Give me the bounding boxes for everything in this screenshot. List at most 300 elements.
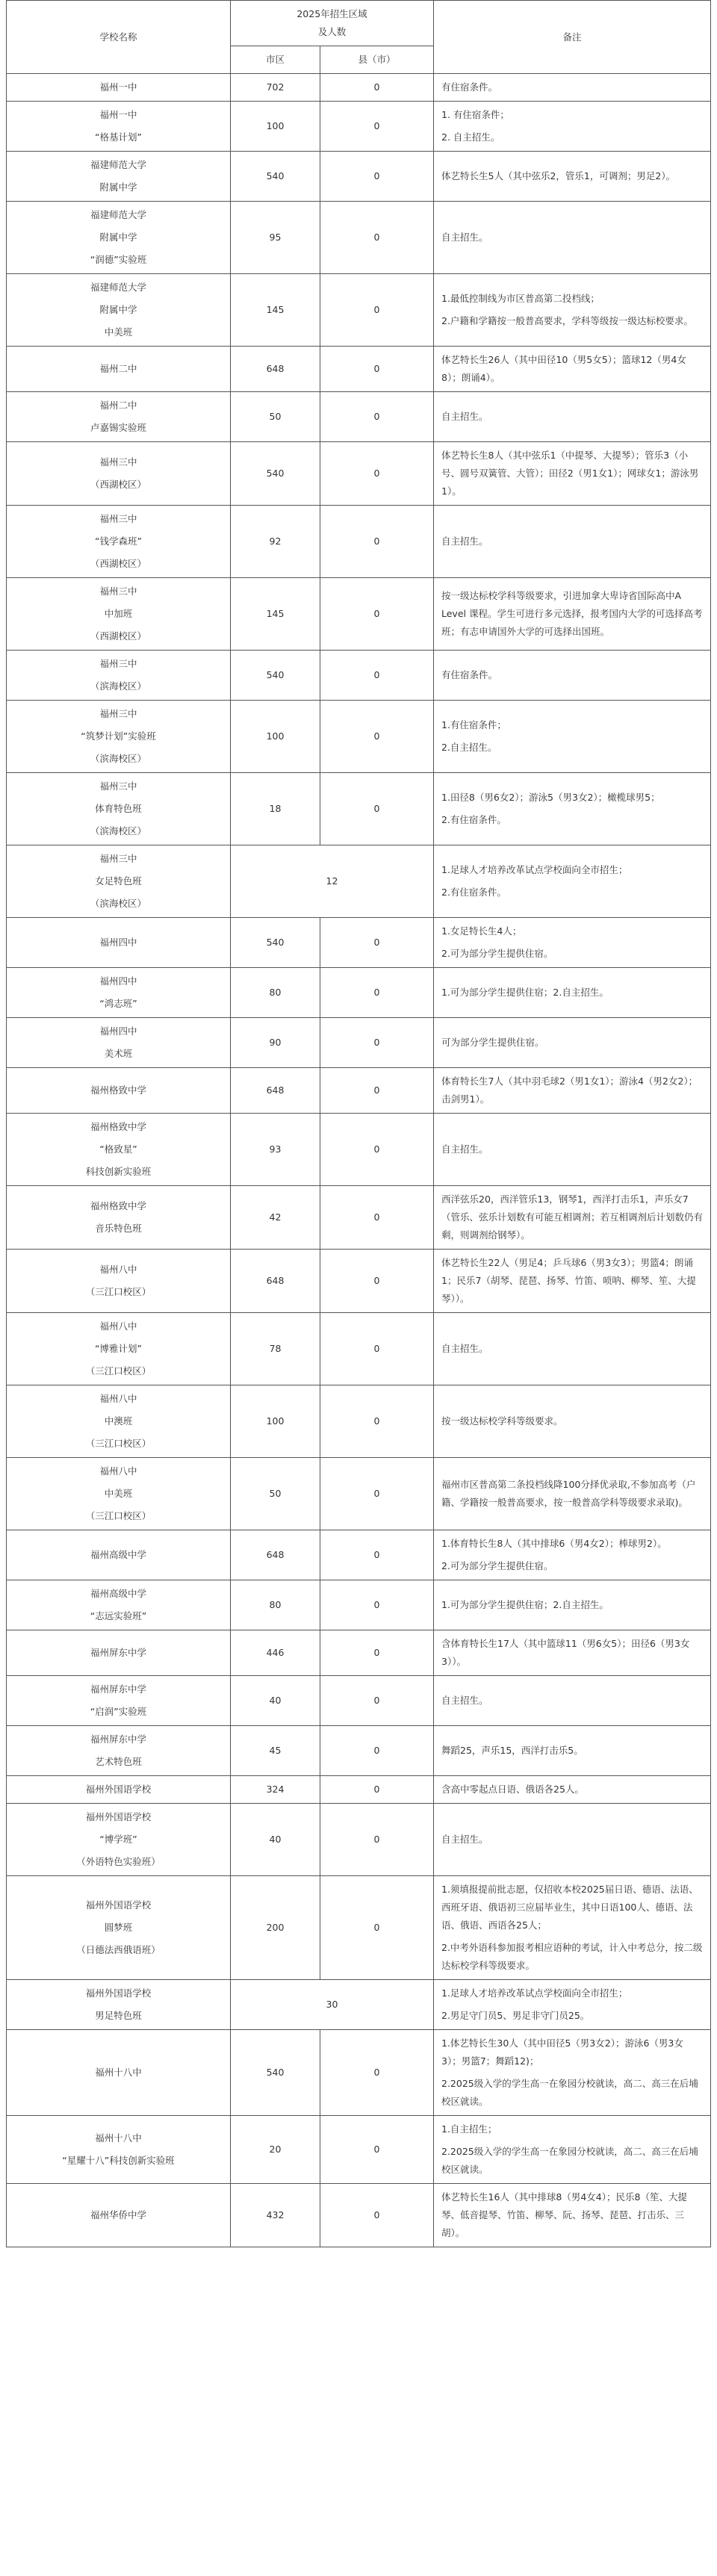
remark-text: 有住宿条件。 bbox=[441, 669, 498, 680]
city-quota-cell: 78 bbox=[231, 1313, 320, 1385]
remark-cell bbox=[434, 274, 711, 347]
city-quota-cell: 200 bbox=[231, 1876, 320, 1980]
school-name-line: 美术班 bbox=[104, 1048, 133, 1059]
school-name-line: （西湖校区） bbox=[90, 479, 146, 490]
school-name-line: “博雅计划” bbox=[95, 1343, 142, 1354]
remark-text: 1.有住宿条件； bbox=[441, 719, 506, 730]
school-name-line: 福州外国语学校 bbox=[85, 1784, 152, 1795]
school-name-line: 福州高级中学 bbox=[90, 1549, 146, 1560]
school-name-line: （西湖校区） bbox=[90, 630, 146, 642]
school-name-line: 福州华侨中学 bbox=[90, 2209, 146, 2220]
school-name-cell bbox=[7, 1313, 231, 1385]
city-quota-cell: 648 bbox=[231, 1068, 320, 1114]
school-name-cell bbox=[7, 701, 231, 773]
table-row bbox=[7, 1630, 711, 1676]
school-name-line: 福州格致中学 bbox=[90, 1121, 146, 1132]
city-quota-cell: 80 bbox=[231, 968, 320, 1018]
remark-text: 体艺特长生8人（其中弦乐1（中提琴、大提琴）；管乐3（小号、圆号双簧管、大管）；田径2（男1女1）；网球女1；游泳男1）。 bbox=[441, 450, 699, 497]
remark-text: 2.自主招生。 bbox=[441, 742, 497, 753]
school-name-line: 福州外国语学校 bbox=[85, 1987, 152, 1999]
school-name-line: “鸿志班” bbox=[99, 998, 137, 1009]
county-quota-cell: 0 bbox=[320, 918, 434, 968]
school-name-line: 福建师范大学 bbox=[90, 282, 146, 293]
table-row bbox=[7, 1676, 711, 1726]
remark-cell bbox=[434, 968, 711, 1018]
city-quota-cell: 100 bbox=[231, 701, 320, 773]
school-name-line: （滨海校区） bbox=[90, 898, 146, 909]
county-quota-cell: 0 bbox=[320, 442, 434, 506]
remark-text: 2.2025级入学的学生高一在象园分校就读，高二、高三在后埔校区就读。 bbox=[441, 2146, 698, 2175]
merged-quota-cell: 12 bbox=[231, 845, 434, 918]
remark-text: 2.有住宿条件。 bbox=[441, 814, 506, 825]
remark-text: 1.自主招生； bbox=[441, 2123, 497, 2135]
remark-cell bbox=[434, 1530, 711, 1580]
school-name-line: 福建师范大学 bbox=[90, 159, 146, 170]
school-name-line: 中美班 bbox=[104, 1488, 133, 1499]
school-name-line: 福州三中 bbox=[99, 513, 137, 524]
remark-cell bbox=[434, 578, 711, 651]
school-name-line: 福州三中 bbox=[99, 853, 137, 864]
county-quota-cell: 0 bbox=[320, 1313, 434, 1385]
remark-text: 体艺特长生5人（其中弦乐2，管乐1，可调剂；男足2）。 bbox=[441, 170, 676, 181]
school-name-line: 福州三中 bbox=[99, 780, 137, 792]
remark-text: 有住宿条件。 bbox=[441, 81, 498, 93]
table-row bbox=[7, 773, 711, 845]
city-quota-cell: 42 bbox=[231, 1186, 320, 1250]
table-row bbox=[7, 918, 711, 968]
remark-cell bbox=[434, 74, 711, 102]
school-name-line: 福州一中 bbox=[99, 81, 137, 93]
school-name-line: 福州四中 bbox=[99, 937, 137, 948]
school-name-cell bbox=[7, 506, 231, 578]
header-remark: 备注 bbox=[434, 1, 711, 74]
table-row bbox=[7, 1804, 711, 1876]
school-name-line: 福州八中 bbox=[99, 1465, 137, 1477]
county-quota-cell: 0 bbox=[320, 1630, 434, 1676]
school-name-line: 圆梦班 bbox=[104, 1922, 133, 1933]
school-name-line: “格致星” bbox=[99, 1143, 137, 1155]
city-quota-cell: 648 bbox=[231, 1530, 320, 1580]
school-name-cell bbox=[7, 1676, 231, 1726]
city-quota-cell: 540 bbox=[231, 2030, 320, 2116]
county-quota-cell: 0 bbox=[320, 651, 434, 701]
city-quota-cell: 100 bbox=[231, 1385, 320, 1458]
school-name-cell bbox=[7, 2116, 231, 2184]
school-name-line: （三江口校区） bbox=[85, 1438, 152, 1449]
remark-cell bbox=[434, 1385, 711, 1458]
school-name-line: （日德法西俄语班） bbox=[76, 1944, 161, 1955]
table-row bbox=[7, 2030, 711, 2116]
city-quota-cell: 145 bbox=[231, 274, 320, 347]
table-body bbox=[7, 74, 711, 2247]
remark-text: 1.女足特长生4人； bbox=[441, 925, 522, 937]
school-name-cell bbox=[7, 1980, 231, 2030]
city-quota-cell: 93 bbox=[231, 1114, 320, 1186]
county-quota-cell: 0 bbox=[320, 347, 434, 392]
school-name-line: 附属中学 bbox=[99, 181, 137, 193]
school-name-line: 福州二中 bbox=[99, 363, 137, 374]
city-quota-cell: 90 bbox=[231, 1018, 320, 1068]
county-quota-cell: 0 bbox=[320, 1530, 434, 1580]
table-row bbox=[7, 74, 711, 102]
school-name-line: 福州外国语学校 bbox=[85, 1899, 152, 1911]
school-name-cell bbox=[7, 1385, 231, 1458]
county-quota-cell: 0 bbox=[320, 102, 434, 152]
school-name-line: 福州屏东中学 bbox=[90, 1683, 146, 1695]
remark-cell bbox=[434, 1018, 711, 1068]
remark-cell bbox=[434, 1630, 711, 1676]
table-row bbox=[7, 2184, 711, 2247]
table-row bbox=[7, 347, 711, 392]
remark-cell bbox=[434, 701, 711, 773]
school-name-cell bbox=[7, 1068, 231, 1114]
school-name-line: 中美班 bbox=[104, 326, 133, 338]
county-quota-cell: 0 bbox=[320, 1250, 434, 1313]
county-quota-cell: 0 bbox=[320, 1804, 434, 1876]
table-header bbox=[7, 1, 711, 74]
remark-cell bbox=[434, 202, 711, 274]
remark-text: 自主招生。 bbox=[441, 1695, 488, 1706]
remark-cell bbox=[434, 102, 711, 152]
table-row bbox=[7, 968, 711, 1018]
remark-cell bbox=[434, 392, 711, 442]
table-row bbox=[7, 1458, 711, 1530]
city-quota-cell: 50 bbox=[231, 392, 320, 442]
remark-text: 西洋弦乐20，西洋管乐13，钢琴1，西洋打击乐1，声乐女7（管乐、弦乐计划数有可能互相调剂；若互相调剂后计划数仍有剩，则调剂给钢琴）。 bbox=[441, 1194, 704, 1241]
city-quota-cell: 324 bbox=[231, 1776, 320, 1804]
remark-text: 自主招生。 bbox=[441, 536, 488, 547]
school-name-cell bbox=[7, 651, 231, 701]
remark-text: 1.体艺特长生30人（其中田径5（男3女2）；游泳6（男3女3）；男篮7；舞蹈12)； bbox=[441, 2037, 683, 2067]
remark-text: 按一级达标校学科等级要求。 bbox=[441, 1415, 563, 1427]
county-quota-cell: 0 bbox=[320, 1186, 434, 1250]
county-quota-cell: 0 bbox=[320, 1726, 434, 1776]
table-row bbox=[7, 1250, 711, 1313]
header-row bbox=[7, 1, 711, 46]
remark-cell bbox=[434, 1804, 711, 1876]
school-name-line: 福州十八中 bbox=[95, 2132, 142, 2144]
merged-quota-cell: 30 bbox=[231, 1980, 434, 2030]
school-name-line: 福建师范大学 bbox=[90, 209, 146, 220]
school-name-cell bbox=[7, 1776, 231, 1804]
remark-text: 2.可为部分学生提供住宿。 bbox=[441, 948, 553, 959]
remark-cell bbox=[434, 1876, 711, 1980]
county-quota-cell: 0 bbox=[320, 2116, 434, 2184]
school-name-cell bbox=[7, 1114, 231, 1186]
table-row bbox=[7, 274, 711, 347]
header-city: 市区 bbox=[231, 46, 320, 74]
school-name-line: （三江口校区） bbox=[85, 1286, 152, 1297]
table-row bbox=[7, 651, 711, 701]
remark-text: 自主招生。 bbox=[441, 232, 488, 243]
county-quota-cell: 0 bbox=[320, 701, 434, 773]
city-quota-cell: 50 bbox=[231, 1458, 320, 1530]
county-quota-cell: 0 bbox=[320, 2030, 434, 2116]
school-name-line: 中澳班 bbox=[104, 1415, 133, 1427]
remark-cell bbox=[434, 1580, 711, 1630]
school-name-line: （三江口校区） bbox=[85, 1365, 152, 1377]
city-quota-cell: 648 bbox=[231, 347, 320, 392]
school-name-cell bbox=[7, 74, 231, 102]
school-name-cell bbox=[7, 347, 231, 392]
city-quota-cell: 18 bbox=[231, 773, 320, 845]
remark-text: 自主招生。 bbox=[441, 1834, 488, 1845]
remark-cell bbox=[434, 152, 711, 202]
school-name-line: 福州四中 bbox=[99, 1025, 137, 1037]
school-name-cell bbox=[7, 1876, 231, 1980]
table-row bbox=[7, 1530, 711, 1580]
school-name-line: 福州屏东中学 bbox=[90, 1734, 146, 1745]
table-row bbox=[7, 506, 711, 578]
remark-cell bbox=[434, 442, 711, 506]
school-name-line: （西湖校区） bbox=[90, 558, 146, 569]
school-name-cell bbox=[7, 578, 231, 651]
city-quota-cell: 40 bbox=[231, 1804, 320, 1876]
school-name-cell bbox=[7, 1580, 231, 1630]
school-name-line: 福州一中 bbox=[99, 109, 137, 120]
county-quota-cell: 0 bbox=[320, 1114, 434, 1186]
county-quota-cell: 0 bbox=[320, 274, 434, 347]
table-row bbox=[7, 1313, 711, 1385]
remark-text: 自主招生。 bbox=[441, 411, 488, 422]
city-quota-cell: 648 bbox=[231, 1250, 320, 1313]
remark-cell bbox=[434, 1186, 711, 1250]
school-name-cell bbox=[7, 1018, 231, 1068]
school-name-line: 艺术特色班 bbox=[95, 1756, 142, 1767]
school-name-line: 福州屏东中学 bbox=[90, 1647, 146, 1658]
city-quota-cell: 540 bbox=[231, 152, 320, 202]
school-name-cell bbox=[7, 773, 231, 845]
table-row bbox=[7, 442, 711, 506]
remark-text: 2.男足守门员5、男足非守门员25。 bbox=[441, 2010, 590, 2021]
school-name-line: 音乐特色班 bbox=[95, 1223, 142, 1234]
county-quota-cell: 0 bbox=[320, 1018, 434, 1068]
table-row bbox=[7, 1580, 711, 1630]
school-name-line: 福州八中 bbox=[99, 1264, 137, 1275]
school-name-cell bbox=[7, 968, 231, 1018]
table-row bbox=[7, 578, 711, 651]
county-quota-cell: 0 bbox=[320, 202, 434, 274]
school-name-line: 福州三中 bbox=[99, 708, 137, 719]
table-row bbox=[7, 1018, 711, 1068]
remark-text: 1.最低控制线为市区普高第二投档线； bbox=[441, 293, 600, 304]
school-name-line: “博学班” bbox=[99, 1834, 137, 1845]
table-row bbox=[7, 152, 711, 202]
school-name-line: 中加班 bbox=[104, 608, 133, 619]
school-name-line: “启润”实验班 bbox=[90, 1706, 147, 1717]
city-quota-cell: 702 bbox=[231, 74, 320, 102]
county-quota-cell: 0 bbox=[320, 1676, 434, 1726]
table-row bbox=[7, 701, 711, 773]
school-name-line: “钱学森班” bbox=[95, 536, 142, 547]
remark-cell bbox=[434, 1313, 711, 1385]
school-name-cell bbox=[7, 102, 231, 152]
remark-cell bbox=[434, 2184, 711, 2247]
remark-text: 2.户籍和学籍按一般普高要求，学科等级按一级达标校要求。 bbox=[441, 315, 693, 326]
school-name-cell bbox=[7, 274, 231, 347]
county-quota-cell: 0 bbox=[320, 74, 434, 102]
remark-cell bbox=[434, 1726, 711, 1776]
remark-cell bbox=[434, 1114, 711, 1186]
remark-text: 1.可为部分学生提供住宿；2.自主招生。 bbox=[441, 987, 609, 998]
remark-text: 1. 有住宿条件； bbox=[441, 109, 509, 120]
school-name-cell bbox=[7, 1250, 231, 1313]
school-name-cell bbox=[7, 152, 231, 202]
table-row bbox=[7, 845, 711, 918]
school-name-line: （滨海校区） bbox=[90, 825, 146, 837]
school-name-line: “星耀十八”科技创新实验班 bbox=[62, 2155, 175, 2166]
county-quota-cell: 0 bbox=[320, 968, 434, 1018]
city-quota-cell: 540 bbox=[231, 918, 320, 968]
county-quota-cell: 0 bbox=[320, 1068, 434, 1114]
school-name-line: 科技创新实验班 bbox=[85, 1166, 152, 1177]
remark-text: 自主招生。 bbox=[441, 1343, 488, 1354]
county-quota-cell: 0 bbox=[320, 1580, 434, 1630]
city-quota-cell: 540 bbox=[231, 442, 320, 506]
school-name-line: 福州三中 bbox=[99, 586, 137, 597]
city-quota-cell: 432 bbox=[231, 2184, 320, 2247]
school-name-line: 福州八中 bbox=[99, 1320, 137, 1332]
remark-text: 1.足球人才培养改革试点学校面向全市招生； bbox=[441, 1987, 628, 1999]
county-quota-cell: 0 bbox=[320, 773, 434, 845]
remark-text: 体艺特长生16人（其中排球8（男4女4）；民乐8（笙、大提琴、低音提琴、竹笛、柳琴、阮、扬琴、琵琶、打击乐、三胡）。 bbox=[441, 2191, 687, 2238]
remark-cell bbox=[434, 1676, 711, 1726]
remark-cell bbox=[434, 347, 711, 392]
school-name-line: 福州高级中学 bbox=[90, 1588, 146, 1599]
remark-text: 体艺特长生26人（其中田径10（男5女5）；篮球12（男4女8）；朗诵4）。 bbox=[441, 354, 686, 383]
school-name-line: 女足特色班 bbox=[95, 875, 142, 887]
school-name-line: “格基计划” bbox=[95, 131, 142, 143]
county-quota-cell: 0 bbox=[320, 1458, 434, 1530]
remark-cell bbox=[434, 918, 711, 968]
header-quota-line2: 及人数 bbox=[317, 26, 347, 37]
remark-cell bbox=[434, 773, 711, 845]
header-quota-group bbox=[231, 1, 434, 46]
school-name-line: 附属中学 bbox=[99, 304, 137, 315]
school-name-cell bbox=[7, 442, 231, 506]
county-quota-cell: 0 bbox=[320, 1776, 434, 1804]
remark-text: 1.须填报提前批志愿，仅招收本校2025届日语、德语、法语、西班牙语、俄语初三应届毕业生，其中日语100人、德语、法语、俄语、西语各25人； bbox=[441, 1884, 698, 1931]
school-name-line: 福州三中 bbox=[99, 658, 137, 669]
school-name-line: 福州十八中 bbox=[95, 2067, 142, 2078]
school-name-cell bbox=[7, 845, 231, 918]
county-quota-cell: 0 bbox=[320, 392, 434, 442]
table-row bbox=[7, 202, 711, 274]
remark-cell bbox=[434, 1250, 711, 1313]
city-quota-cell: 540 bbox=[231, 651, 320, 701]
remark-cell bbox=[434, 2116, 711, 2184]
remark-cell bbox=[434, 1458, 711, 1530]
remark-text: 1.可为部分学生提供住宿；2.自主招生。 bbox=[441, 1599, 609, 1610]
county-quota-cell: 0 bbox=[320, 152, 434, 202]
header-quota-line1: 2025年招生区域 bbox=[297, 8, 367, 19]
remark-text: 舞蹈25，声乐15，西洋打击乐5。 bbox=[441, 1745, 583, 1756]
table-row bbox=[7, 1068, 711, 1114]
school-name-cell bbox=[7, 1630, 231, 1676]
table-row bbox=[7, 1876, 711, 1980]
table-row bbox=[7, 1385, 711, 1458]
school-name-cell bbox=[7, 2030, 231, 2116]
school-name-line: 福州八中 bbox=[99, 1393, 137, 1404]
school-name-line: “志远实验班” bbox=[90, 1610, 147, 1621]
remark-text: 2.中考外语科参加报考相应语种的考试，计入中考总分，按二级达标校学科等级要求。 bbox=[441, 1942, 703, 1971]
table-row bbox=[7, 1726, 711, 1776]
city-quota-cell: 95 bbox=[231, 202, 320, 274]
remark-text: 自主招生。 bbox=[441, 1143, 488, 1155]
school-name-line: 体育特色班 bbox=[95, 803, 142, 814]
remark-text: 体艺特长生22人（男足4；乒乓球6（男3女3）；男篮4；朗诵1；民乐7（胡琴、琵琶、扬琴、竹笛、唢呐、柳琴、笙、大提琴））。 bbox=[441, 1257, 696, 1304]
school-name-cell bbox=[7, 202, 231, 274]
school-name-line: 福州格致中学 bbox=[90, 1200, 146, 1211]
county-quota-cell: 0 bbox=[320, 1385, 434, 1458]
school-name-cell bbox=[7, 918, 231, 968]
city-quota-cell: 20 bbox=[231, 2116, 320, 2184]
header-school: 学校名称 bbox=[7, 1, 231, 74]
admission-table bbox=[6, 0, 711, 2247]
remark-text: 1.田径8（男6女2）；游泳5（男3女2）；橄榄球男5； bbox=[441, 792, 660, 803]
remark-text: 1.体育特长生8人（其中排球6（男4女2）；棒球男2）。 bbox=[441, 1538, 667, 1549]
remark-text: 按一级达标校学科等级要求，引进加拿大卑诗省国际高中A Level 课程。学生可进行多元选择，报考国内大学的可选择高考班；有志申请国外大学的可选择出国班。 bbox=[441, 590, 703, 637]
remark-text: 2.可为部分学生提供住宿。 bbox=[441, 1560, 553, 1571]
school-name-line: 卢嘉锡实验班 bbox=[90, 422, 146, 433]
county-quota-cell: 0 bbox=[320, 578, 434, 651]
city-quota-cell: 446 bbox=[231, 1630, 320, 1676]
school-name-line: “润德”实验班 bbox=[90, 254, 147, 265]
city-quota-cell: 145 bbox=[231, 578, 320, 651]
remark-text: 体育特长生7人（其中羽毛球2（男1女1）；游泳4（男2女2）；击剑男1）。 bbox=[441, 1076, 698, 1105]
remark-text: 福州市区普高第二条投档线降100分择优录取,不参加高考（户籍、学籍按一般普高要求，按一般普高学科等级要求录取)。 bbox=[441, 1479, 696, 1508]
table-row bbox=[7, 392, 711, 442]
school-name-line: 福州二中 bbox=[99, 400, 137, 411]
school-name-line: （滨海校区） bbox=[90, 680, 146, 692]
city-quota-cell: 45 bbox=[231, 1726, 320, 1776]
table-row bbox=[7, 102, 711, 152]
remark-text: 2.2025级入学的学生高一在象园分校就读，高二、高三在后埔校区就读。 bbox=[441, 2078, 698, 2107]
school-name-line: 附属中学 bbox=[99, 232, 137, 243]
school-name-line: 福州四中 bbox=[99, 975, 137, 987]
table-row bbox=[7, 1776, 711, 1804]
school-name-cell bbox=[7, 392, 231, 442]
remark-text: 可为部分学生提供住宿。 bbox=[441, 1037, 544, 1048]
remark-text: 2.有住宿条件。 bbox=[441, 887, 506, 898]
school-name-line: 福州格致中学 bbox=[90, 1084, 146, 1096]
school-name-cell bbox=[7, 1186, 231, 1250]
remark-cell bbox=[434, 845, 711, 918]
remark-cell bbox=[434, 1776, 711, 1804]
school-name-line: 福州外国语学校 bbox=[85, 1811, 152, 1822]
remark-cell bbox=[434, 651, 711, 701]
school-name-line: “筑梦计划”实验班 bbox=[81, 730, 156, 742]
city-quota-cell: 92 bbox=[231, 506, 320, 578]
school-name-cell bbox=[7, 1530, 231, 1580]
school-name-cell bbox=[7, 1458, 231, 1530]
remark-cell bbox=[434, 1068, 711, 1114]
remark-cell bbox=[434, 2030, 711, 2116]
remark-cell bbox=[434, 506, 711, 578]
table-row bbox=[7, 1980, 711, 2030]
county-quota-cell: 0 bbox=[320, 2184, 434, 2247]
school-name-cell bbox=[7, 1726, 231, 1776]
remark-text: 含体育特长生17人（其中篮球11（男6女5）；田径6（男3女3））。 bbox=[441, 1638, 690, 1667]
school-name-line: 福州三中 bbox=[99, 456, 137, 468]
school-name-line: 男足特色班 bbox=[95, 2010, 142, 2021]
remark-text: 2. 自主招生。 bbox=[441, 131, 500, 143]
header-county: 县（市） bbox=[320, 46, 434, 74]
county-quota-cell: 0 bbox=[320, 1876, 434, 1980]
remark-text: 含高中零起点日语、俄语各25人。 bbox=[441, 1784, 584, 1795]
school-name-line: （滨海校区） bbox=[90, 753, 146, 764]
table-row bbox=[7, 2116, 711, 2184]
